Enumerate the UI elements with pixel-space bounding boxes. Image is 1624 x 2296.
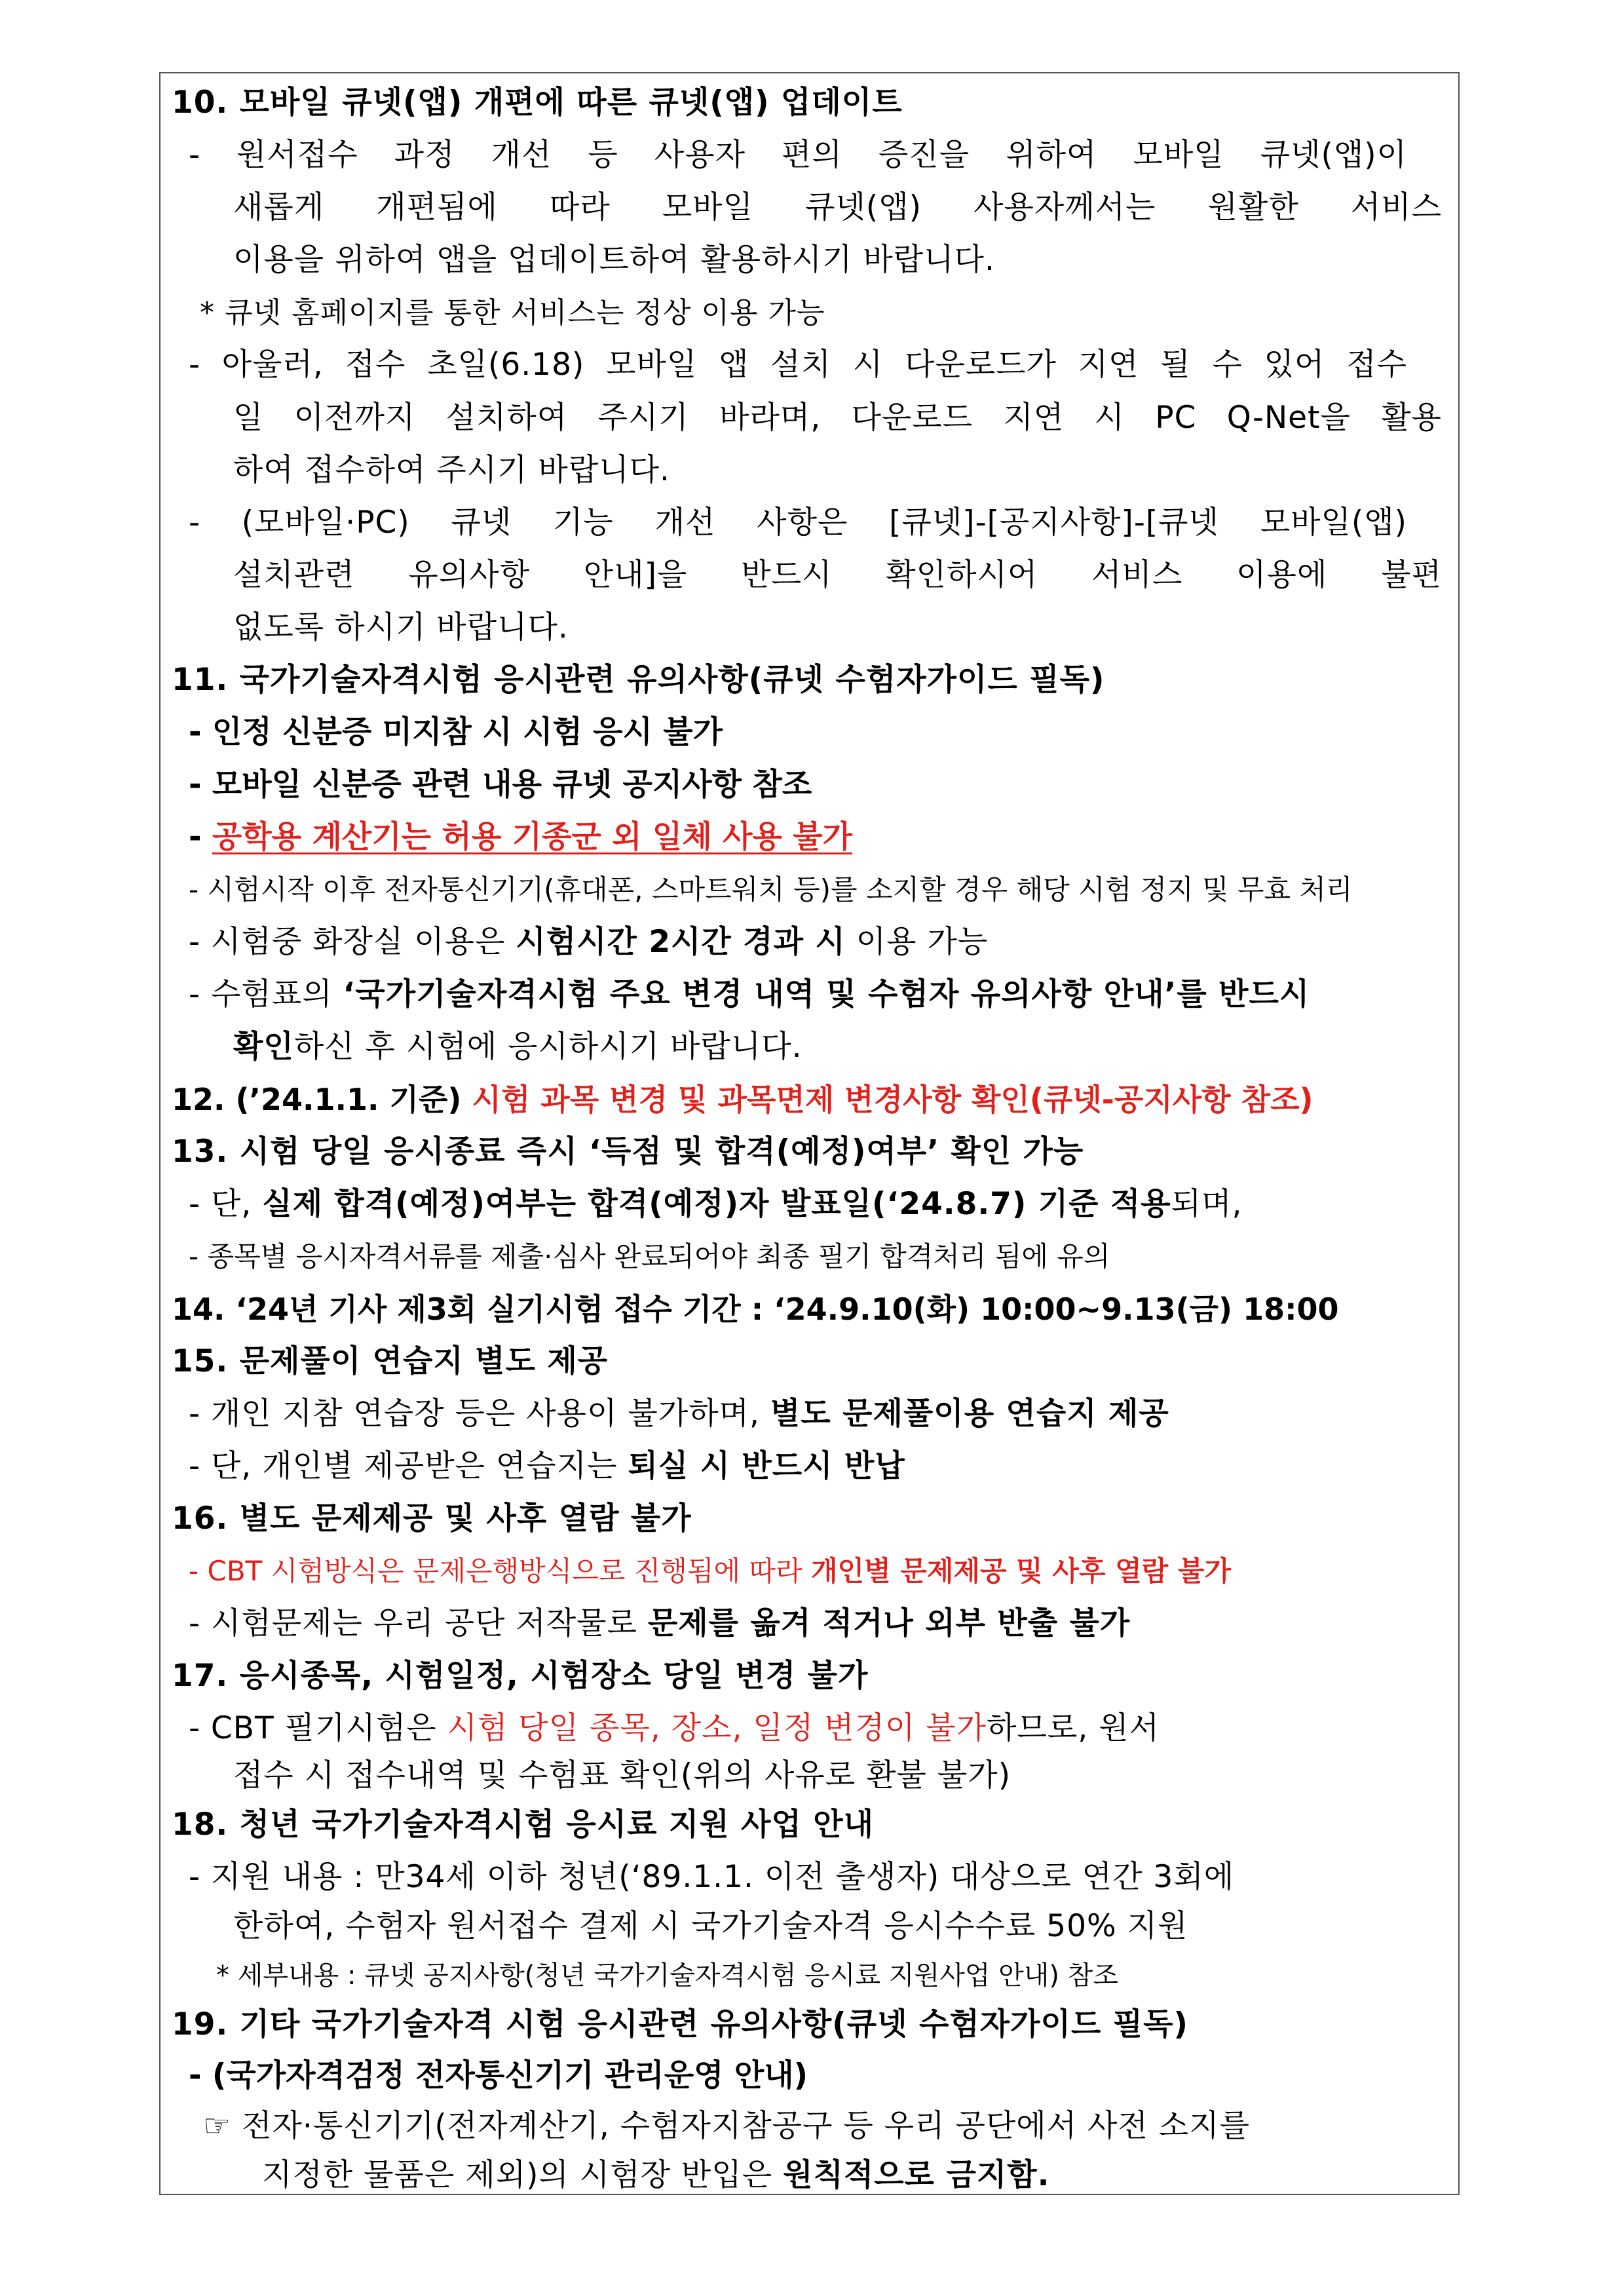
s17-line-1 xyxy=(189,1709,1160,1748)
s10-line-8: 설치관련 유의사항 안내]을 반드시 확인하시어 서비스 이용에 불편 xyxy=(233,557,1442,593)
text: 12. (’24.1.1. 기준) xyxy=(172,1082,472,1117)
text: 하신 후 시험에 응시하시기 바랍니다. xyxy=(293,1029,803,1065)
section-12-title xyxy=(172,1080,1313,1119)
section-13-title: 13. 시험 당일 응시종료 즉시 ‘득점 및 합격(예정)여부’ 확인 가능 xyxy=(172,1134,1084,1170)
section-10-title: 10. 모바일 큐넷(앱) 개편에 따른 큐넷(앱) 업데이트 xyxy=(172,85,903,121)
highlight: 원칙적으로 금지함. xyxy=(783,2157,1050,2193)
s18-line-2: 한하여, 수험자 원서접수 결제 시 국가기술자격 응시수수료 50% 지원 xyxy=(233,1908,1188,1944)
section-17-title: 17. 응시종목, 시험일정, 시험장소 당일 변경 불가 xyxy=(172,1658,869,1694)
s19-line-2: ☞ 전자·통신기기(전자계산기, 수험자지참공구 등 우리 공단에서 사전 소지를 xyxy=(203,2108,1250,2144)
highlight: 문제를 옮겨 적거나 외부 반출 불가 xyxy=(647,1605,1131,1641)
text: 되며, xyxy=(1171,1186,1243,1222)
s10-line-4: - 아울러, 접수 초일(6.18) 모바일 앱 설치 시 다운로드가 지연 될 수 있어 접수 xyxy=(189,347,1407,383)
section-16-title: 16. 별도 문제제공 및 사후 열람 불가 xyxy=(172,1501,692,1537)
s11-line-7 xyxy=(233,1027,803,1067)
s11-line-2: - 모바일 신분증 관련 내용 큐넷 공지사항 참조 xyxy=(189,767,812,803)
s17-line-2: 접수 시 접수내역 및 수험표 확인(위의 사유로 환불 불가) xyxy=(233,1757,1011,1793)
s16-line-2 xyxy=(189,1604,1130,1643)
s10-line-1: - 원서접수 과정 개선 등 사용자 편의 증진을 위하여 모바일 큐넷(앱)이 xyxy=(189,137,1407,173)
text: - 시험중 화장실 이용은 xyxy=(189,924,516,960)
s10-note: * 큐넷 홈페이지를 통한 서비스는 정상 이용 가능 xyxy=(200,296,825,330)
dash: - xyxy=(189,1555,208,1587)
text: - 개인 지참 연습장 등은 사용이 불가하며, xyxy=(189,1396,770,1432)
text: - 단, xyxy=(189,1186,263,1222)
s11-line-1: - 인정 신분증 미지참 시 시험 응시 불가 xyxy=(189,714,723,750)
s10-line-9: 없도록 하시기 바랍니다. xyxy=(233,609,569,645)
highlight: 시험 과목 변경 및 과목면제 변경사항 확인(큐넷-공지사항 참조) xyxy=(472,1082,1313,1117)
s11-line-4: - 시험시작 이후 전자통신기기(휴대폰, 스마트워치 등)를 소지할 경우 해당 시험 정지 및 무효 처리 xyxy=(189,873,1353,906)
text: 하므로, 원서 xyxy=(987,1710,1160,1746)
text: - CBT 필기시험은 xyxy=(189,1710,447,1746)
s11-line-3 xyxy=(189,818,852,857)
highlight: 시험시간 2시간 경과 시 xyxy=(516,924,846,960)
highlight: 개인별 문제제공 및 사후 열람 불가 xyxy=(810,1555,1232,1587)
text: 지정한 물품은 제외)의 시험장 반입은 xyxy=(262,2157,784,2193)
s18-line-1: - 지원 내용 : 만34세 이하 청년(‘89.1.1. 이전 출생자) 대상으로 연간 3회에 xyxy=(189,1859,1235,1895)
s18-note: * 세부내용 : 큐넷 공지사항(청년 국가기술자격시험 응시료 지원사업 안내) 참조 xyxy=(216,1961,1118,1991)
highlight: 퇴실 시 반드시 반납 xyxy=(628,1448,905,1484)
text: - 시험문제는 우리 공단 저작물로 xyxy=(189,1605,648,1641)
s16-line-1 xyxy=(189,1552,1231,1591)
highlight: ‘국가기술자격시험 주요 변경 내역 및 수험자 유의사항 안내’를 반드시 xyxy=(343,976,1310,1012)
s19-line-3 xyxy=(262,2156,1050,2195)
section-19-title: 19. 기타 국가기술자격 시험 응시관련 유의사항(큐넷 수험자가이드 필독) xyxy=(172,2006,1189,2042)
s10-line-2: 새롭게 개편됨에 따라 모바일 큐넷(앱) 사용자께서는 원활한 서비스 xyxy=(233,189,1442,225)
s10-line-3: 이용을 위하여 앱을 업데이트하여 활용하시기 바랍니다. xyxy=(233,242,995,278)
highlight: 실제 합격(예정)여부는 합격(예정)자 발표일(‘24.8.7) 기준 적용 xyxy=(262,1186,1171,1222)
s10-line-5: 일 이전까지 설치하여 주시기 바라며, 다운로드 지연 시 PC Q-Net을 활용 xyxy=(233,400,1442,436)
text: - 단, 개인별 제공받은 연습지는 xyxy=(189,1448,628,1484)
highlight: 시험 당일 종목, 장소, 일정 변경이 불가 xyxy=(447,1710,987,1746)
s15-line-1 xyxy=(189,1394,1169,1434)
s13-line-1 xyxy=(189,1185,1242,1224)
section-18-title: 18. 청년 국가기술자격시험 응시료 지원 사업 안내 xyxy=(172,1807,875,1843)
section-15-title: 15. 문제풀이 연습지 별도 제공 xyxy=(172,1343,609,1379)
text: 이용 가능 xyxy=(845,924,989,960)
s11-line-5 xyxy=(189,923,988,962)
text: CBT 시험방식은 문제은행방식으로 진행됨에 따라 xyxy=(207,1555,811,1587)
s10-line-7: - (모바일·PC) 큐넷 기능 개선 사항은 [큐넷]-[공지사항]-[큐넷 모바일(앱) xyxy=(189,505,1407,541)
s13-line-2: - 종목별 응시자격서류를 제출·심사 완료되어야 최종 필기 합격처리 됨에 유의 xyxy=(189,1240,1110,1272)
highlight: 확인 xyxy=(233,1029,294,1065)
section-14-title: 14. ‘24년 기사 제3회 실기시험 접수 기간 : ‘24.9.10(화) 10:00~9.13(금) 18:00 xyxy=(172,1292,1339,1327)
s10-line-6: 하여 접수하여 주시기 바랍니다. xyxy=(233,452,670,488)
s11-line-6 xyxy=(189,975,1310,1014)
text: - 수험표의 xyxy=(189,976,343,1012)
calculator-warning: 공학용 계산기는 허용 기종군 외 일체 사용 불가 xyxy=(212,819,853,855)
s15-line-2 xyxy=(189,1447,905,1486)
dash: - xyxy=(189,819,212,855)
s19-line-1: - (국가자격검정 전자통신기기 관리운영 안내) xyxy=(189,2057,808,2094)
section-11-title: 11. 국가기술자격시험 응시관련 유의사항(큐넷 수험자가이드 필독) xyxy=(172,662,1105,698)
highlight: 별도 문제풀이용 연습지 제공 xyxy=(770,1396,1169,1432)
